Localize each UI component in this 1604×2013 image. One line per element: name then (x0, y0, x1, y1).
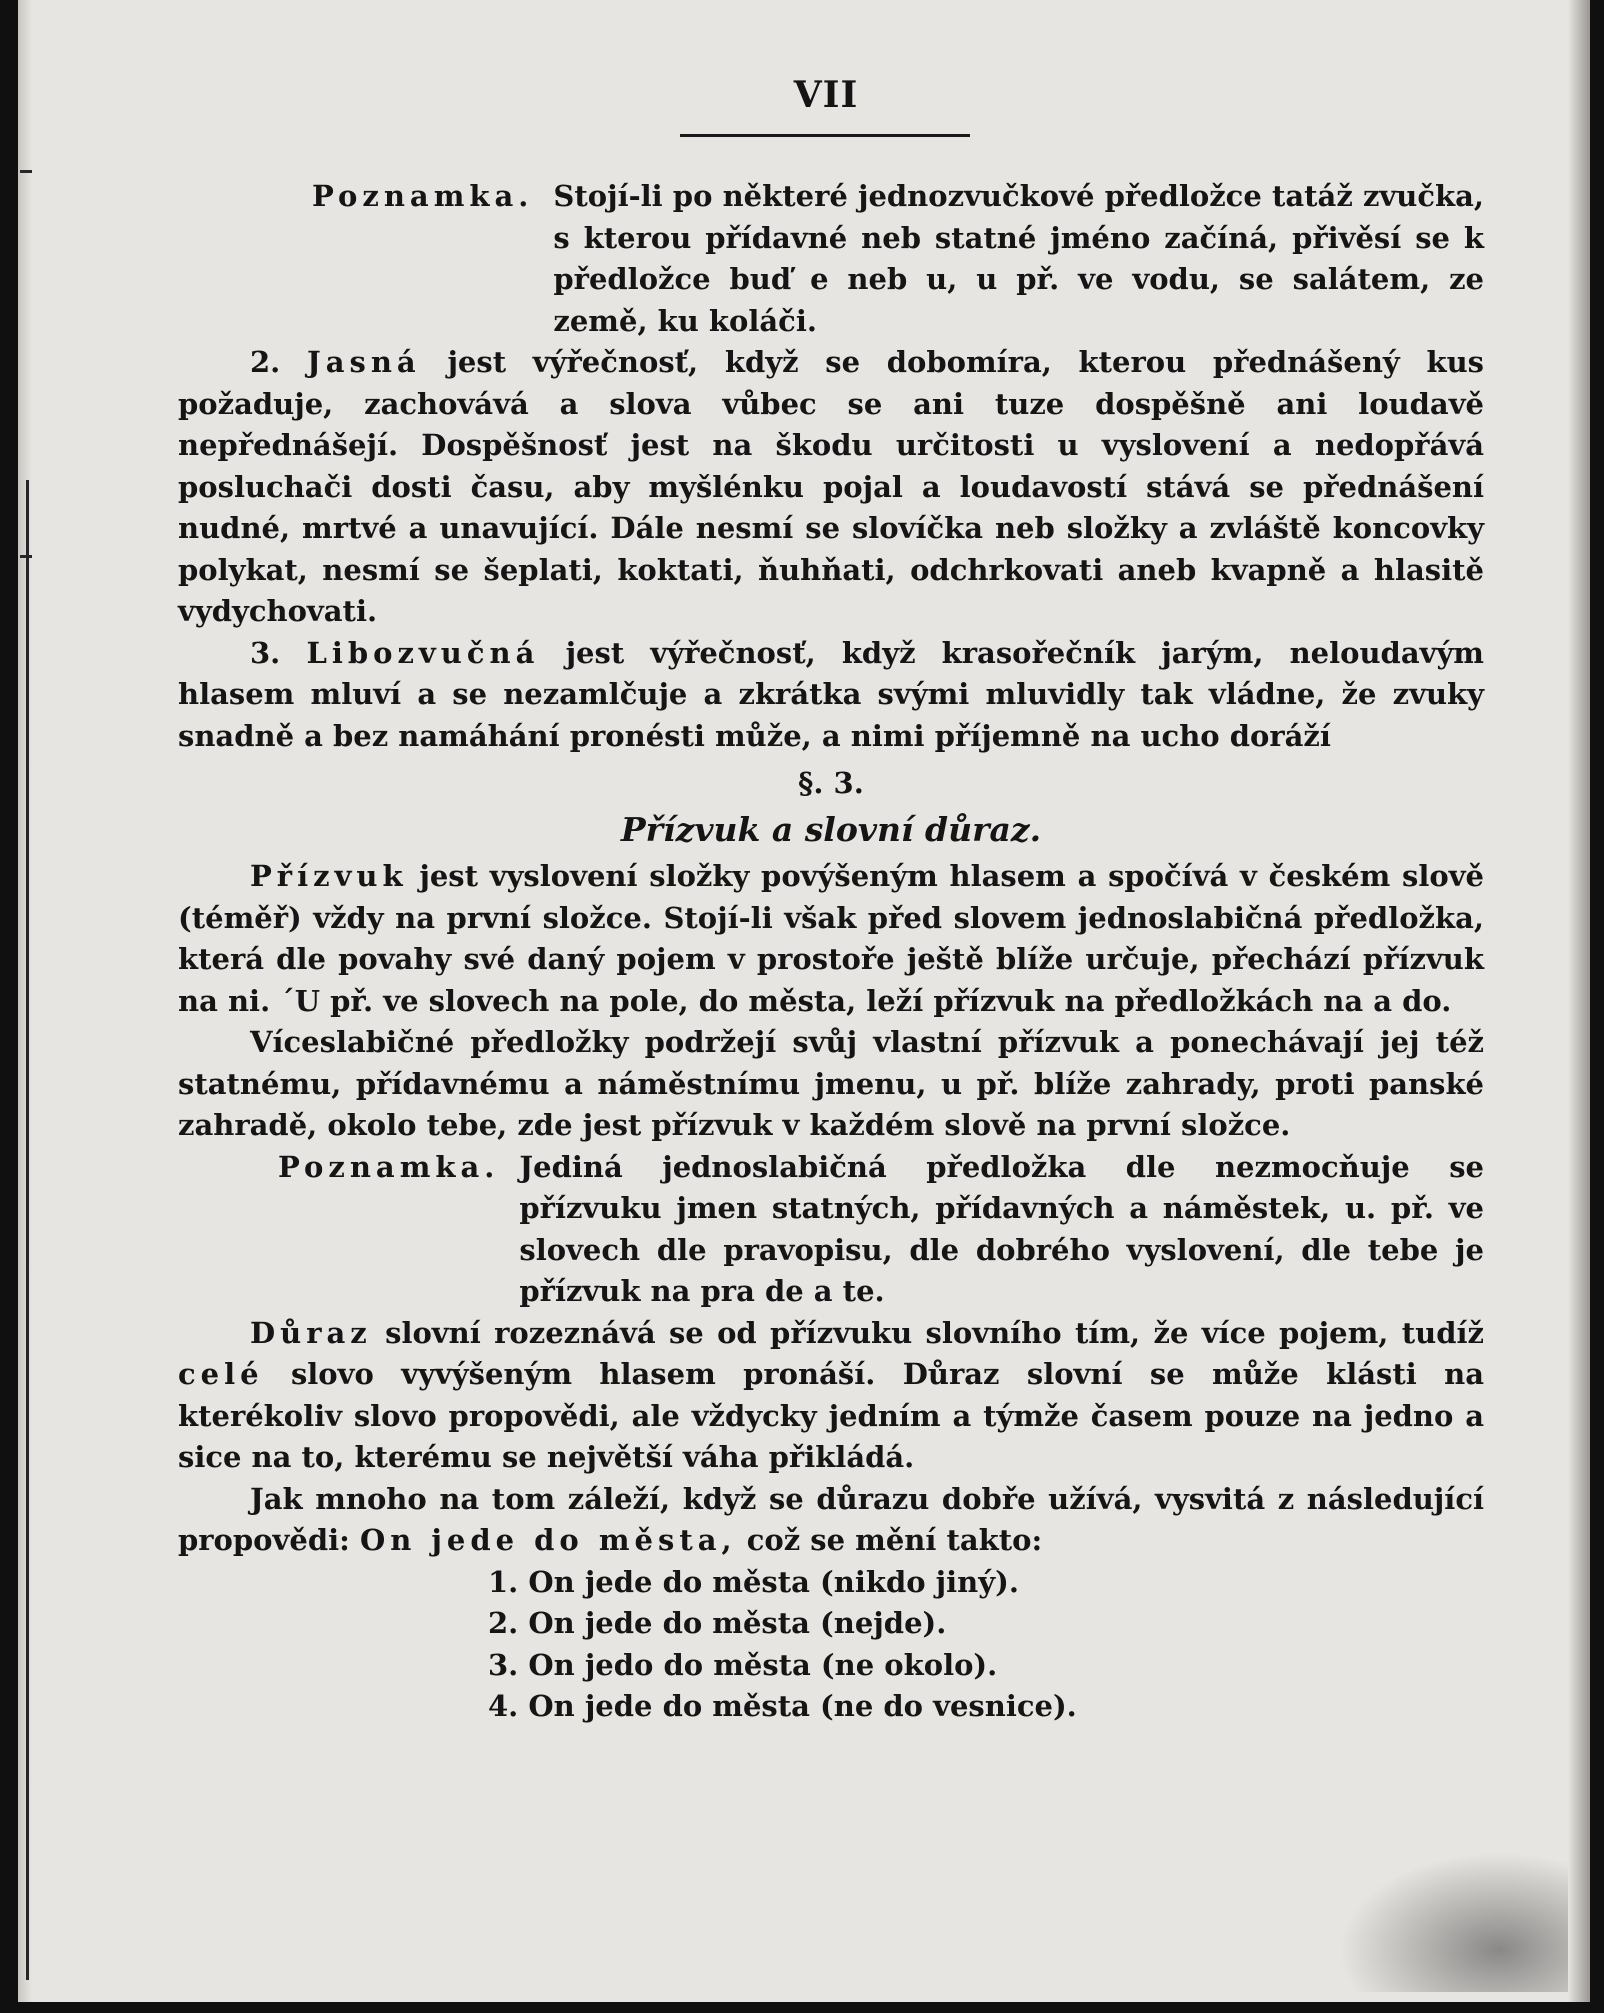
paragraph-text: což se mění takto: (746, 1523, 1043, 1557)
page-number: VII (793, 74, 859, 116)
paragraph-number: 3. (250, 635, 281, 670)
binding-mark (20, 555, 32, 558)
binding-mark (20, 170, 32, 173)
page-content (178, 176, 1484, 1728)
paragraph-text: slovní rozeznává se od přízvuku slovního tím, že více pojem, tudíž (385, 1315, 1484, 1350)
section-number: §. 3. (798, 766, 864, 800)
example-sentence: On jede do města, (359, 1523, 737, 1557)
paragraph-number: 2. (250, 345, 281, 379)
note-text: Jediná jednoslabičná předložka dle nezmocňuje se přízvuku jmen statných, přídavných a náměstek, u. př. ve slovech dle pravopisu, dle dobrého vyslovení, dle tebe je přízvuk na pra de a te. (519, 1149, 1484, 1308)
example-item: 3. On jedo do města (ne okolo). (488, 1647, 998, 1682)
note-label: Poznamka. (312, 179, 534, 213)
note-text: Stojí-li po některé jednozvučkové předložce tatáž zvučka, s kterou přídavné neb statné jméno začíná, přivěsí se k předložce buď e neb u, u př. ve vodu, se salátem, ze země, ku koláči. (553, 179, 1484, 338)
paragraph-emphasis: celé (178, 1357, 264, 1391)
note-paragraph (178, 1147, 1484, 1313)
page-smudge (1338, 1852, 1568, 1992)
example-list (178, 1562, 1484, 1728)
paragraph-5 (178, 1022, 1484, 1147)
scanned-page (18, 0, 1590, 2002)
paragraph-2 (178, 342, 1484, 633)
example-item: 4. On jede do města (ne do vesnice). (488, 1689, 1077, 1723)
paragraph-text: Jak mnoho na tom záleží, když se důrazu dobře užívá, vysvitá z následující propovědi: (178, 1481, 1484, 1557)
paragraph-3 (178, 633, 1484, 758)
binding-edge (26, 480, 29, 1980)
section-title: Přízvuk a slovní důraz. (620, 809, 1042, 849)
paragraph-4 (178, 856, 1484, 1022)
paragraph-term: Jasná (307, 345, 421, 379)
example-item: 2. On jede do města (nejde). (488, 1606, 947, 1640)
header-rule (680, 134, 970, 137)
paragraph-text: Víceslabičné předložky podržejí svůj vlastní přízvuk a ponechávají jej též statnému, přídavnému a náměstnímu jmenu, u př. blíže zahrady, proti panské zahradě, okolo tebe, zde jest přízvuk v každém slově na první složce. (178, 1025, 1484, 1142)
paragraph-term: Přízvuk (250, 859, 408, 893)
paragraph-text: jest výřečnosť, když se dobomíra, kterou přednášený kus požaduje, zachovává a slova vůbec se ani tuze dospěšně ani loudavě nepřednášejí. Dospěšnosť jest na škodu určitosti u vyslovení a nedopřává posluchači dosti času, aby myšlénku pojal a loudavostí stává se přednášení nudné, mrtvé a unavující. Dále nesmí se slovíčka neb složky a zvláště koncovky polykat, nesmí se šeplati, koktati, ňuhňati, odchrkovati aneb kvapně a hlasitě vydychovati. (178, 345, 1484, 628)
paragraph-6 (178, 1313, 1484, 1479)
note-label: Poznamka. (278, 1149, 500, 1184)
paragraph-7 (178, 1479, 1484, 1562)
paragraph-text: jest výřečnosť, když krasořečník jarým, neloudavým hlasem mluví a se nezamlčuje a zkrátka svými mluvidly tak vládne, že zvuky snadně a bez namáhání pronésti může, a nimi příjemně na ucho doráží (178, 635, 1484, 753)
paragraph-term: Důraz (250, 1315, 372, 1350)
paragraph-text: slovo vyvýšeným hlasem pronáší. Důraz slovní se může klásti na kterékoliv slovo propovědi, ale vždycky jedním a týmže časem pouze na jedno a sice na to, kterému se největší váha přikládá. (178, 1357, 1484, 1474)
example-item: 1. On jede do města (nikdo jiný). (488, 1564, 1019, 1599)
paragraph-text: jest vyslovení složky povýšeným hlasem a spočívá v českém slově (téměř) vždy na první složce. Stojí-li však před slovem jednoslabičná předložka, která dle povahy své daný pojem v prostoře ještě blíže určuje, přechází přízvuk na ni. ´U př. ve slovech na pole, do města, leží přízvuk na předložkách na a do. (178, 859, 1485, 1018)
note-paragraph (178, 176, 1484, 342)
paragraph-term: Libozvučná (306, 635, 540, 670)
